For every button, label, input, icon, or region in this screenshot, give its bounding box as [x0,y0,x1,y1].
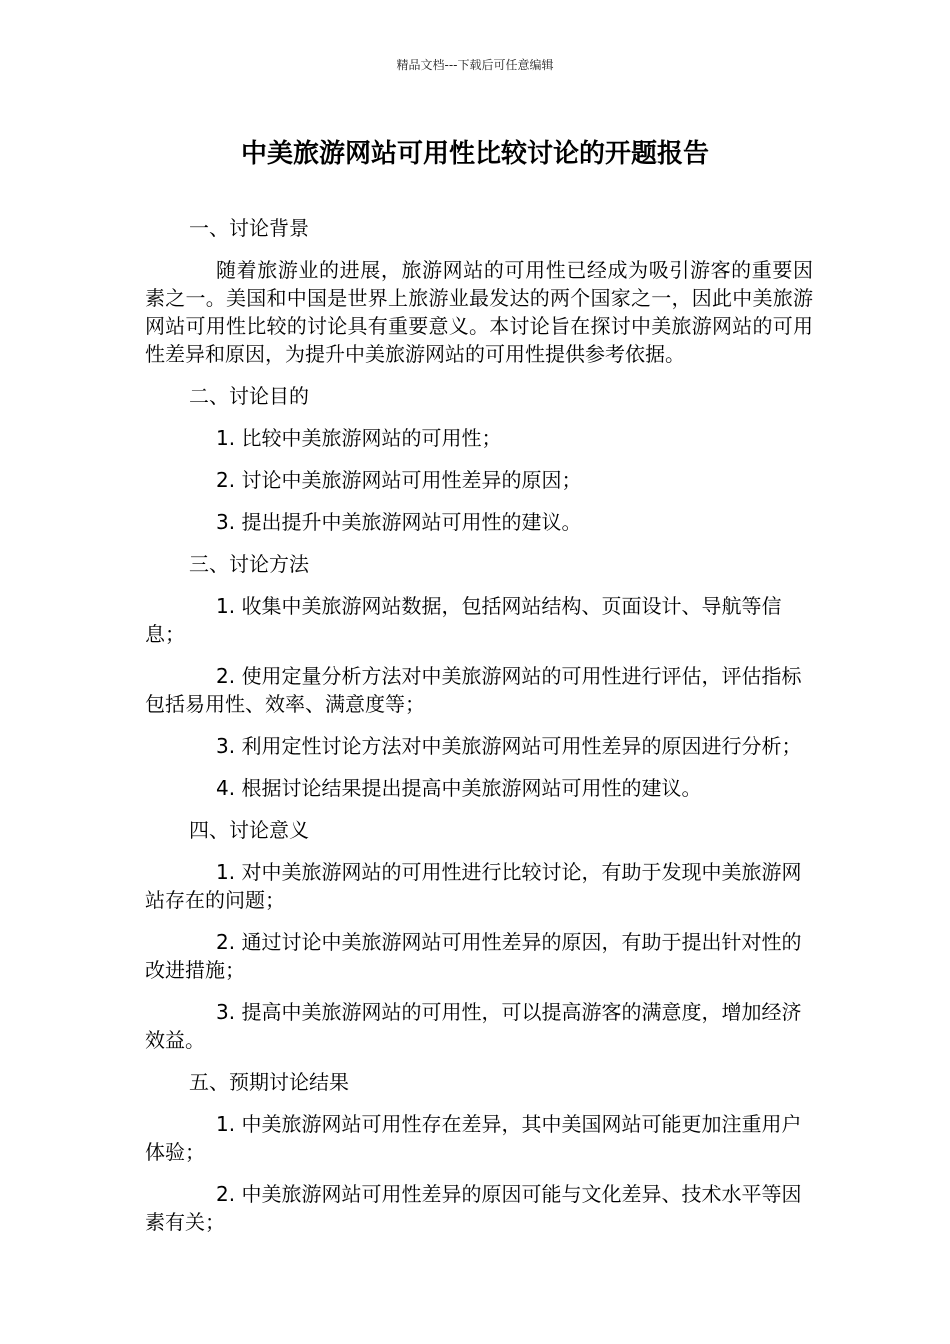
list-item: 1. 对中美旅游网站的可用性进行比较讨论，有助于发现中美旅游网站存在的问题； [145,860,802,912]
document-title: 中美旅游网站可用性比较讨论的开题报告 [240,139,709,169]
list-item: 2. 中美旅游网站可用性差异的原因可能与文化差异、技术水平等因素有关； [145,1182,802,1234]
list-item: 4. 根据讨论结果提出提高中美旅游网站可用性的建议。 [216,776,702,800]
section-heading-method: 三、讨论方法 [189,552,309,576]
document-body [145,214,813,1250]
list-item: 2. 通过讨论中美旅游网站可用性差异的原因，有助于提出针对性的改进措施； [145,930,802,982]
list-item: 2. 讨论中美旅游网站可用性差异的原因； [216,468,582,492]
list-item: 3. 提出提升中美旅游网站可用性的建议。 [216,510,582,534]
list-item: 1. 中美旅游网站可用性存在差异，其中美国网站可能更加注重用户体验； [145,1112,802,1164]
section-heading-significance: 四、讨论意义 [189,818,309,842]
section-heading-purpose: 二、讨论目的 [189,384,309,408]
section-heading-background: 一、讨论背景 [189,216,309,240]
list-item: 3. 提高中美旅游网站的可用性，可以提高游客的满意度，增加经济效益。 [145,1000,802,1052]
header-note: 精品文档---下载后可任意编辑 [396,58,554,72]
list-item: 1. 比较中美旅游网站的可用性； [216,426,502,450]
section-heading-expected-results: 五、预期讨论结果 [189,1070,349,1094]
list-item: 1. 收集中美旅游网站数据，包括网站结构、页面设计、导航等信息； [145,594,782,646]
list-item: 2. 使用定量分析方法对中美旅游网站的可用性进行评估，评估指标包括易用性、效率、满意度等； [145,664,802,716]
background-paragraph: 随着旅游业的进展，旅游网站的可用性已经成为吸引游客的重要因素之一。美国和中国是世界上旅游业最发达的两个国家之一，因此中美旅游网站可用性比较的讨论具有重要意义。本讨论旨在探讨中美旅游网站的可用性差异和原因，为提升中美旅游网站的可用性提供参考依据。 [145,258,813,366]
list-item: 3. 利用定性讨论方法对中美旅游网站可用性差异的原因进行分析； [216,734,802,758]
